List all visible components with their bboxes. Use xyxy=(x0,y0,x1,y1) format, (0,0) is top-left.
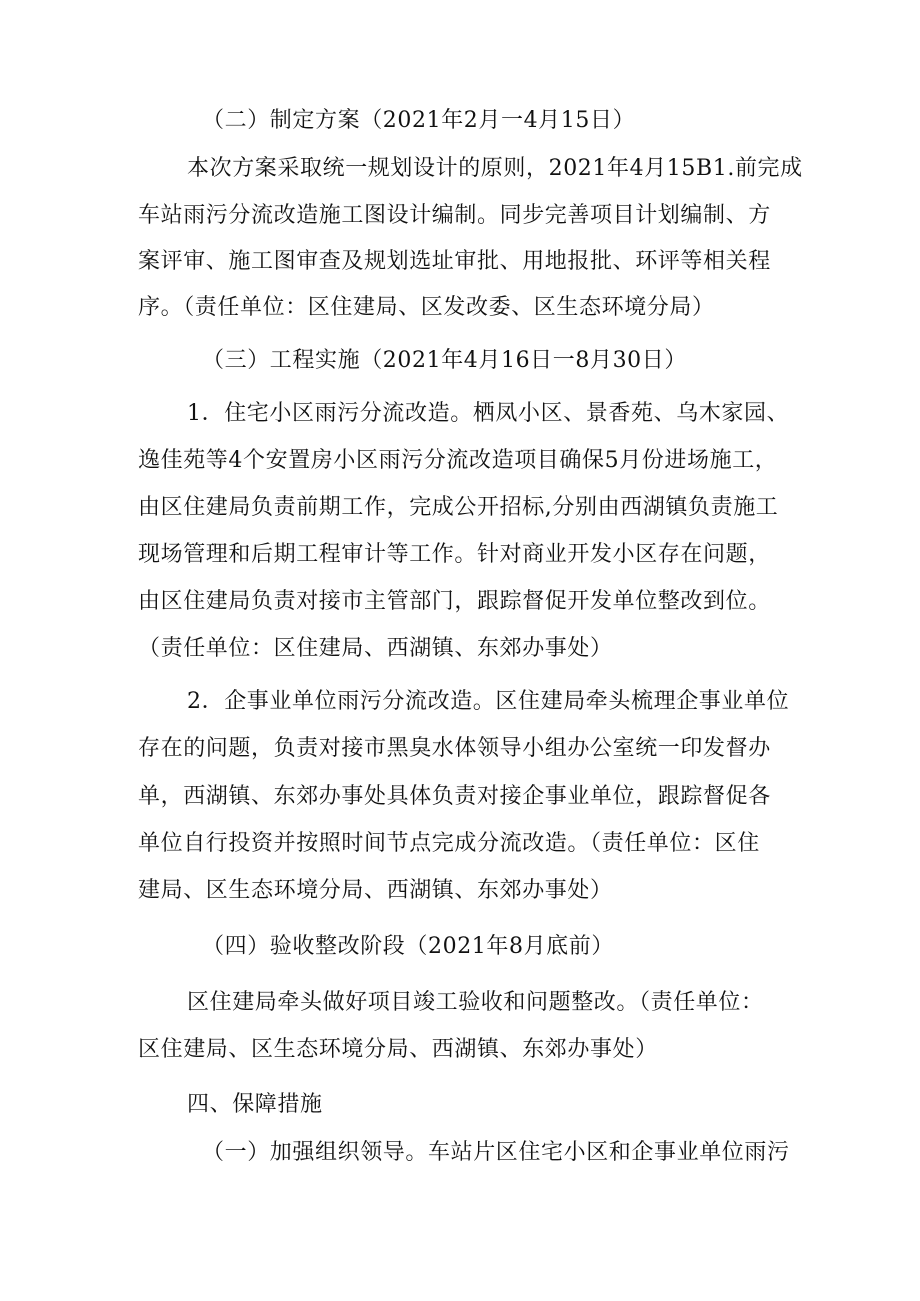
paragraph-line: 现场管理和后期工程审计等工作。针对商业开发小区存在问题， xyxy=(138,542,771,567)
chapter-heading: 四、保障措施 xyxy=(187,1092,323,1117)
paragraph-line: （责任单位：区住建局、西湖镇、东郊办事处） xyxy=(138,636,613,661)
paragraph-line: 由区住建局负责对接市主管部门，跟踪督促开发单位整改到位。 xyxy=(138,589,771,614)
paragraph-line: 案评审、施工图审查及规划选址审批、用地报批、环评等相关程 xyxy=(138,249,771,274)
paragraph-line: （一）加强组织领导。车站片区住宅小区和企事业单位雨污 xyxy=(202,1140,790,1165)
paragraph-line: 1．住宅小区雨污分流改造。栖凤小区、景香苑、乌木家园、 xyxy=(187,401,790,426)
section-heading-2: （二）制定方案（2021年2月一4月15日） xyxy=(202,108,636,133)
paragraph-line: 区住建局、区生态环境分局、西湖镇、东郊办事处） xyxy=(138,1037,658,1062)
paragraph-line: 序。（责任单位：区住建局、区发改委、区生态环境分局） xyxy=(138,295,715,320)
paragraph-line: 建局、区生态环境分局、西湖镇、东郊办事处） xyxy=(138,878,613,903)
section-heading-3: （三）工程实施（2021年4月16日一8月30日） xyxy=(202,348,687,373)
paragraph-line: 由区住建局负责前期工作，完成公开招标,分别由西湖镇负责施工 xyxy=(138,495,779,520)
paragraph-line: 本次方案采取统一规划设计的原则，2021年4月15B1.前完成 xyxy=(187,156,803,181)
paragraph-line: 区住建局牵头做好项目竣工验收和问题整改。（责任单位： xyxy=(187,990,764,1015)
paragraph-line: 逸佳苑等4个安置房小区雨污分流改造项目确保5月份进场施工， xyxy=(138,448,778,473)
paragraph-line: 单位自行投资并按照时间节点完成分流改造。（责任单位：区住 xyxy=(138,831,760,856)
paragraph-line: 存在的问题，负责对接市黑臭水体领导小组办公室统一印发督办 xyxy=(138,736,771,761)
paragraph-line: 单，西湖镇、东郊办事处具体负责对接企事业单位，跟踪督促各 xyxy=(138,784,771,809)
section-heading-4: （四）验收整改阶段（2021年8月底前） xyxy=(202,934,614,959)
paragraph-line: 2．企事业单位雨污分流改造。区住建局牵头梳理企事业单位 xyxy=(187,689,790,714)
paragraph-line: 车站雨污分流改造施工图设计编制。同步完善项目计划编制、方 xyxy=(138,203,771,228)
